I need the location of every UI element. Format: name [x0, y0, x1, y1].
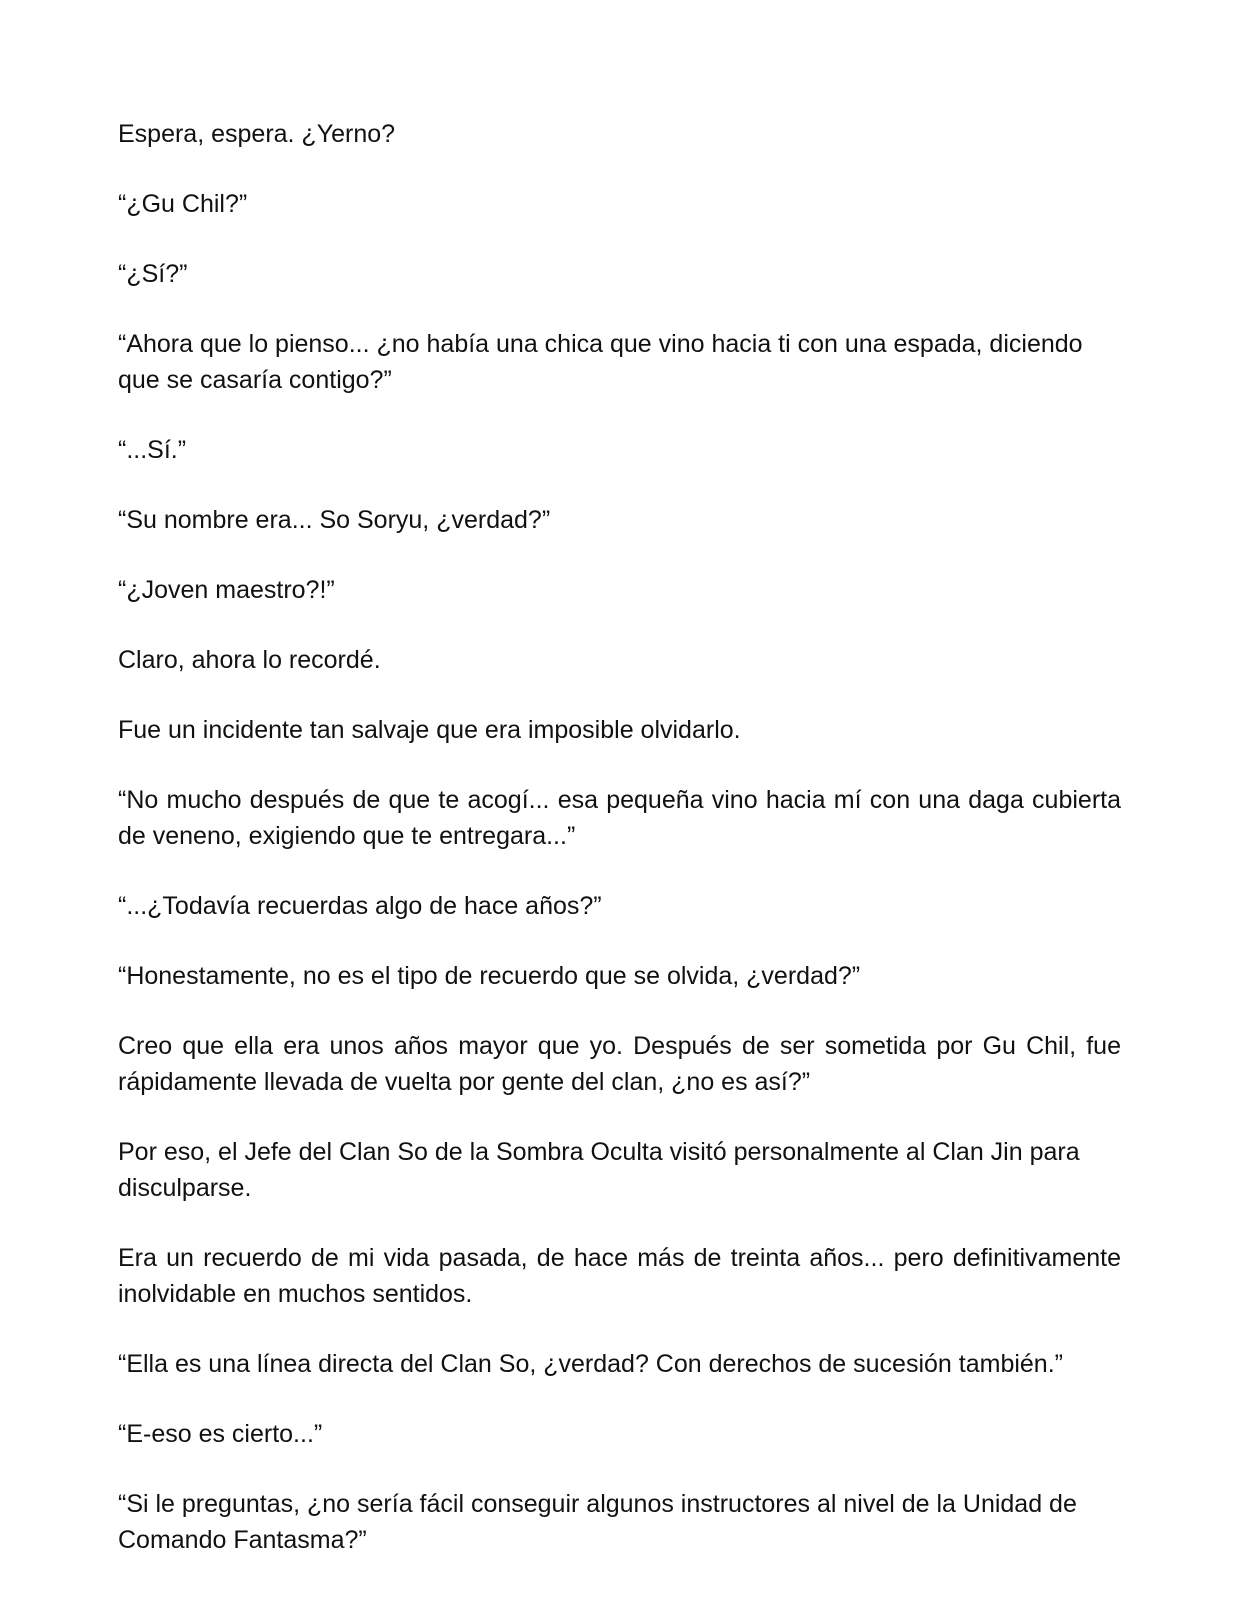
paragraph-18: “Si le preguntas, ¿no sería fácil conseguir algunos instructores al nivel de la Unidad de Comando Fantasma?” — [118, 1490, 1077, 1554]
paragraph-17: “E-eso es cierto...” — [118, 1420, 323, 1448]
document-page — [118, 116, 1121, 1592]
paragraph-13: Creo que ella era unos años mayor que yo. Después de ser sometida por Gu Chil, fue rápidamente llevada de vuelta por gente del clan, ¿no es así?” — [118, 1032, 1121, 1096]
paragraph-12: “Honestamente, no es el tipo de recuerdo que se olvida, ¿verdad?” — [118, 962, 861, 990]
paragraph-16: “Ella es una línea directa del Clan So, ¿verdad? Con derechos de sucesión también.” — [118, 1350, 1063, 1378]
paragraph-15: Era un recuerdo de mi vida pasada, de hace más de treinta años... pero definitivamente inolvidable en muchos sentidos. — [118, 1244, 1121, 1308]
paragraph-3: “¿Sí?” — [118, 260, 188, 288]
paragraph-14: Por eso, el Jefe del Clan So de la Sombra Oculta visitó personalmente al Clan Jin para disculparse. — [118, 1138, 1080, 1202]
paragraph-11: “...¿Todavía recuerdas algo de hace años?” — [118, 892, 602, 920]
paragraph-2: “¿Gu Chil?” — [118, 190, 248, 218]
paragraph-8: Claro, ahora lo recordé. — [118, 646, 381, 674]
paragraph-4: “Ahora que lo pienso... ¿no había una chica que vino hacia ti con una espada, diciendo que se casaría contigo?” — [118, 330, 1083, 394]
paragraph-1: Espera, espera. ¿Yerno? — [118, 120, 396, 148]
paragraph-7: “¿Joven maestro?!” — [118, 576, 335, 604]
paragraph-10: “No mucho después de que te acogí... esa pequeña vino hacia mí con una daga cubierta de veneno, exigiendo que te entregara...” — [118, 786, 1121, 850]
paragraph-5: “...Sí.” — [118, 436, 187, 464]
paragraph-6: “Su nombre era... So Soryu, ¿verdad?” — [118, 506, 551, 534]
paragraph-9: Fue un incidente tan salvaje que era imposible olvidarlo. — [118, 716, 741, 744]
